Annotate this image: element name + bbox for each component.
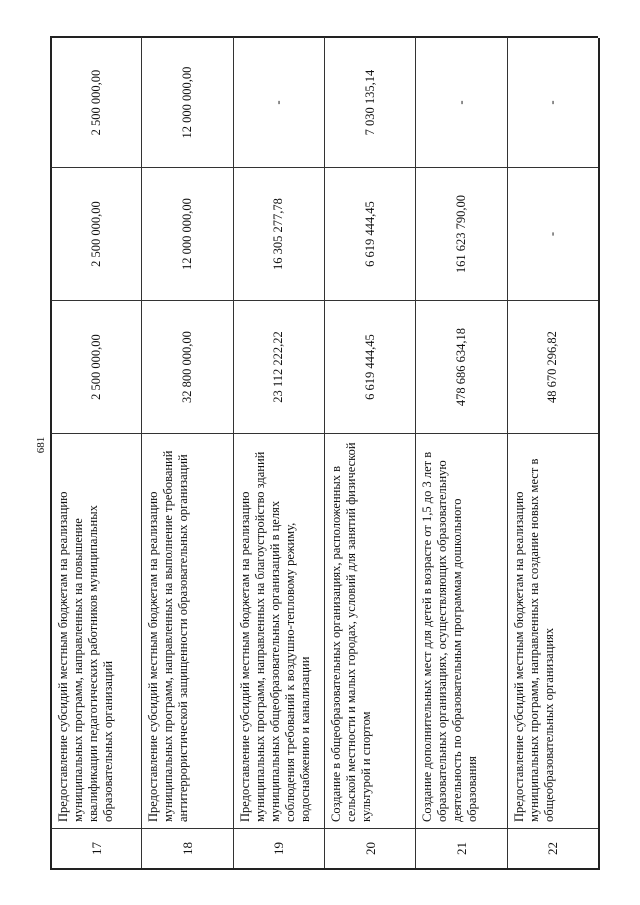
row-description: Создание в общеобразовательных организациях, расположенных в сельской местности и малых городах, условий для занятий физической культурой и спортом <box>324 433 415 828</box>
page-number: 681 <box>35 436 47 454</box>
value-year-2: 2 500 000,00 <box>50 167 141 300</box>
row-number: 22 <box>507 828 598 868</box>
value-year-1: 6 619 444,45 <box>324 300 415 433</box>
row-description: Предоставление субсидий местным бюджетам на реализацию муниципальных программ, направленных на благоустройство зданий муниципальных общеобразовательных организаций в целях соблюдения требований к воздушно-тепловому режиму, водоснабжению и канализации <box>233 433 324 828</box>
value-year-2: 12 000 000,00 <box>141 167 232 300</box>
value-year-2: 6 619 444,45 <box>324 167 415 300</box>
value-year-1: 478 686 634,18 <box>415 300 506 433</box>
row-number: 21 <box>415 828 506 868</box>
value-year-1: 32 800 000,00 <box>141 300 232 433</box>
row-number: 19 <box>233 828 324 868</box>
value-year-2: - <box>507 167 598 300</box>
row-number: 20 <box>324 828 415 868</box>
row-description: Предоставление субсидий местным бюджетам на реализацию муниципальных программ, направленных на повышение квалификации педагогических работников муниципальных образовательных организаций <box>50 433 141 828</box>
row-number: 18 <box>141 828 232 868</box>
value-year-2: 161 623 790,00 <box>415 167 506 300</box>
value-year-3: - <box>507 36 598 167</box>
value-year-1: 23 112 222,22 <box>233 300 324 433</box>
value-year-2: 16 305 277,78 <box>233 167 324 300</box>
value-year-3: 2 500 000,00 <box>50 36 141 167</box>
row-description: Создание дополнительных мест для детей в возрасте от 1,5 до 3 лет в образовательных организациях, осуществляющих образовательную деятельность по образовательным программам дошкольного образования <box>415 433 506 828</box>
budget-table <box>50 38 600 870</box>
row-description: Предоставление субсидий местным бюджетам на реализацию муниципальных программ, направленных на выполнение требований антитеррористической защищенности образовательных организаций <box>141 433 232 828</box>
value-year-1: 2 500 000,00 <box>50 300 141 433</box>
value-year-3: 7 030 135,14 <box>324 36 415 167</box>
value-year-3: 12 000 000,00 <box>141 36 232 167</box>
row-number: 17 <box>50 828 141 868</box>
row-description: Предоставление субсидий местным бюджетам на реализацию муниципальных программ, направленных на создание новых мест в общеобразовательных организациях <box>507 433 598 828</box>
value-year-3: - <box>415 36 506 167</box>
value-year-1: 48 670 296,82 <box>507 300 598 433</box>
value-year-3: - <box>233 36 324 167</box>
